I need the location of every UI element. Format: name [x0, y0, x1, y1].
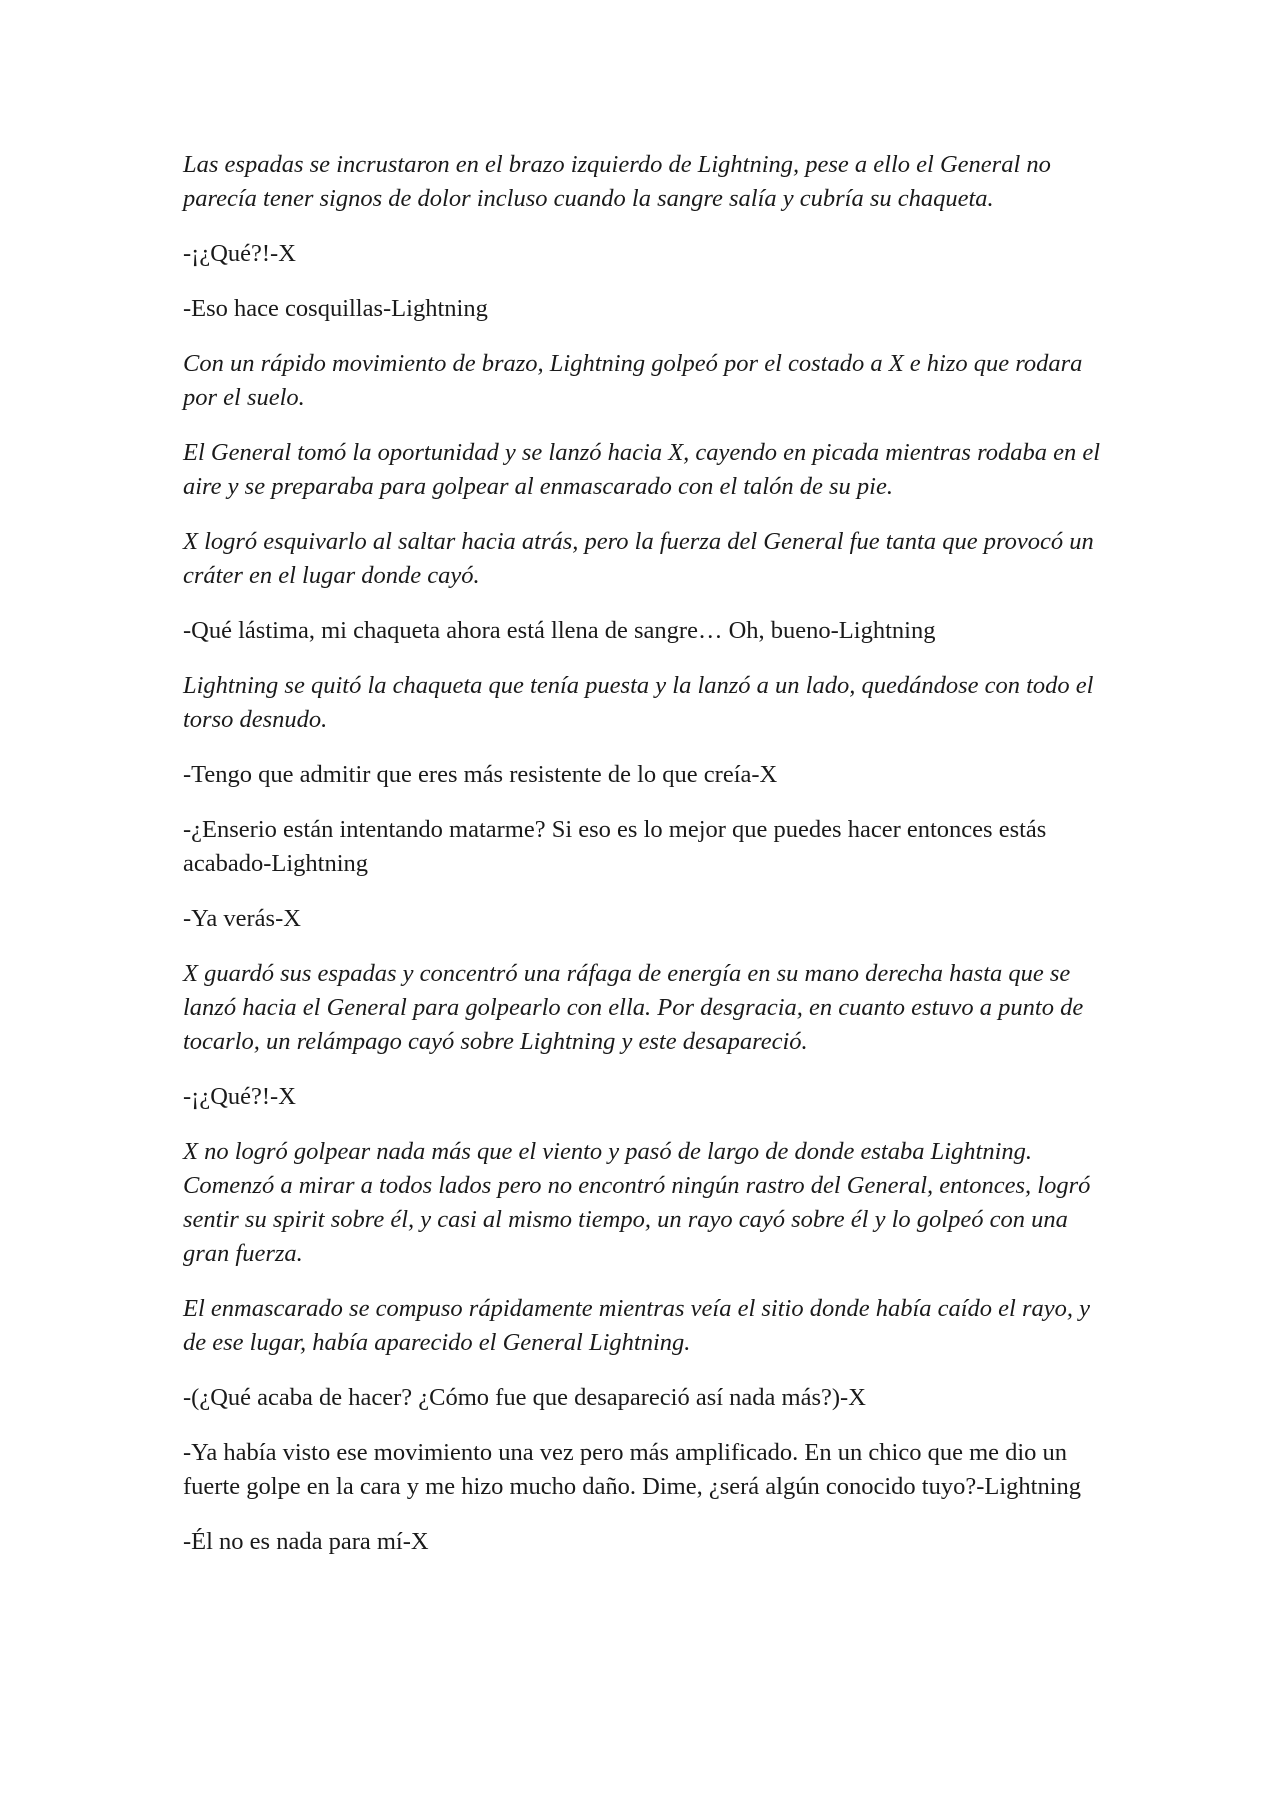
narration-paragraph: El enmascarado se compuso rápidamente mientras veía el sitio donde había caído el rayo, y de ese lugar, había aparecido el General Lightning.: [183, 1295, 1091, 1356]
dialogue-line: -(¿Qué acaba de hacer? ¿Cómo fue que desapareció así nada más?)-X: [183, 1384, 866, 1411]
narration-paragraph: Las espadas se incrustaron en el brazo izquierdo de Lightning, pese a ello el General no parecía tener signos de dolor incluso cuando la sangre salía y cubría su chaqueta.: [183, 151, 1051, 212]
narration-paragraph: X no logró golpear nada más que el viento y pasó de largo de donde estaba Lightning. Comenzó a mirar a todos lados pero no encontró ningún rastro del General, entonces, logró sentir su spirit sobre él, y casi al mismo tiempo, un rayo cayó sobre él y lo golpeó con una gran fuerza.: [183, 1138, 1091, 1267]
dialogue-line: -Tengo que admitir que eres más resistente de lo que creía-X: [183, 761, 778, 788]
dialogue-line: -Ya verás-X: [183, 905, 301, 932]
document-body: [183, 148, 1103, 1580]
dialogue-line: -Él no es nada para mí-X: [183, 1528, 429, 1555]
dialogue-line: -¿Enserio están intentando matarme? Si eso es lo mejor que puedes hacer entonces estás acabado-Lightning: [183, 816, 1047, 877]
narration-paragraph: Lightning se quitó la chaqueta que tenía puesta y la lanzó a un lado, quedándose con todo el torso desnudo.: [183, 672, 1094, 733]
dialogue-line: -Eso hace cosquillas-Lightning: [183, 295, 488, 322]
dialogue-line: -Qué lástima, mi chaqueta ahora está llena de sangre… Oh, bueno-Lightning: [183, 617, 936, 644]
dialogue-line: -Ya había visto ese movimiento una vez pero más amplificado. En un chico que me dio un fuerte golpe en la cara y me hizo mucho daño. Dime, ¿será algún conocido tuyo?-Lightning: [183, 1439, 1082, 1500]
narration-paragraph: X logró esquivarlo al saltar hacia atrás, pero la fuerza del General fue tanta que provocó un cráter en el lugar donde cayó.: [183, 528, 1094, 589]
narration-paragraph: Con un rápido movimiento de brazo, Lightning golpeó por el costado a X e hizo que rodara por el suelo.: [183, 350, 1083, 411]
dialogue-line: -¡¿Qué?!-X: [183, 240, 296, 267]
narration-paragraph: X guardó sus espadas y concentró una ráfaga de energía en su mano derecha hasta que se lanzó hacia el General para golpearlo con ella. Por desgracia, en cuanto estuvo a punto de tocarlo, un relámpago cayó sobre Lightning y este desapareció.: [183, 960, 1084, 1055]
dialogue-line: -¡¿Qué?!-X: [183, 1083, 296, 1110]
narration-paragraph: El General tomó la oportunidad y se lanzó hacia X, cayendo en picada mientras rodaba en el aire y se preparaba para golpear al enmascarado con el talón de su pie.: [183, 439, 1101, 500]
